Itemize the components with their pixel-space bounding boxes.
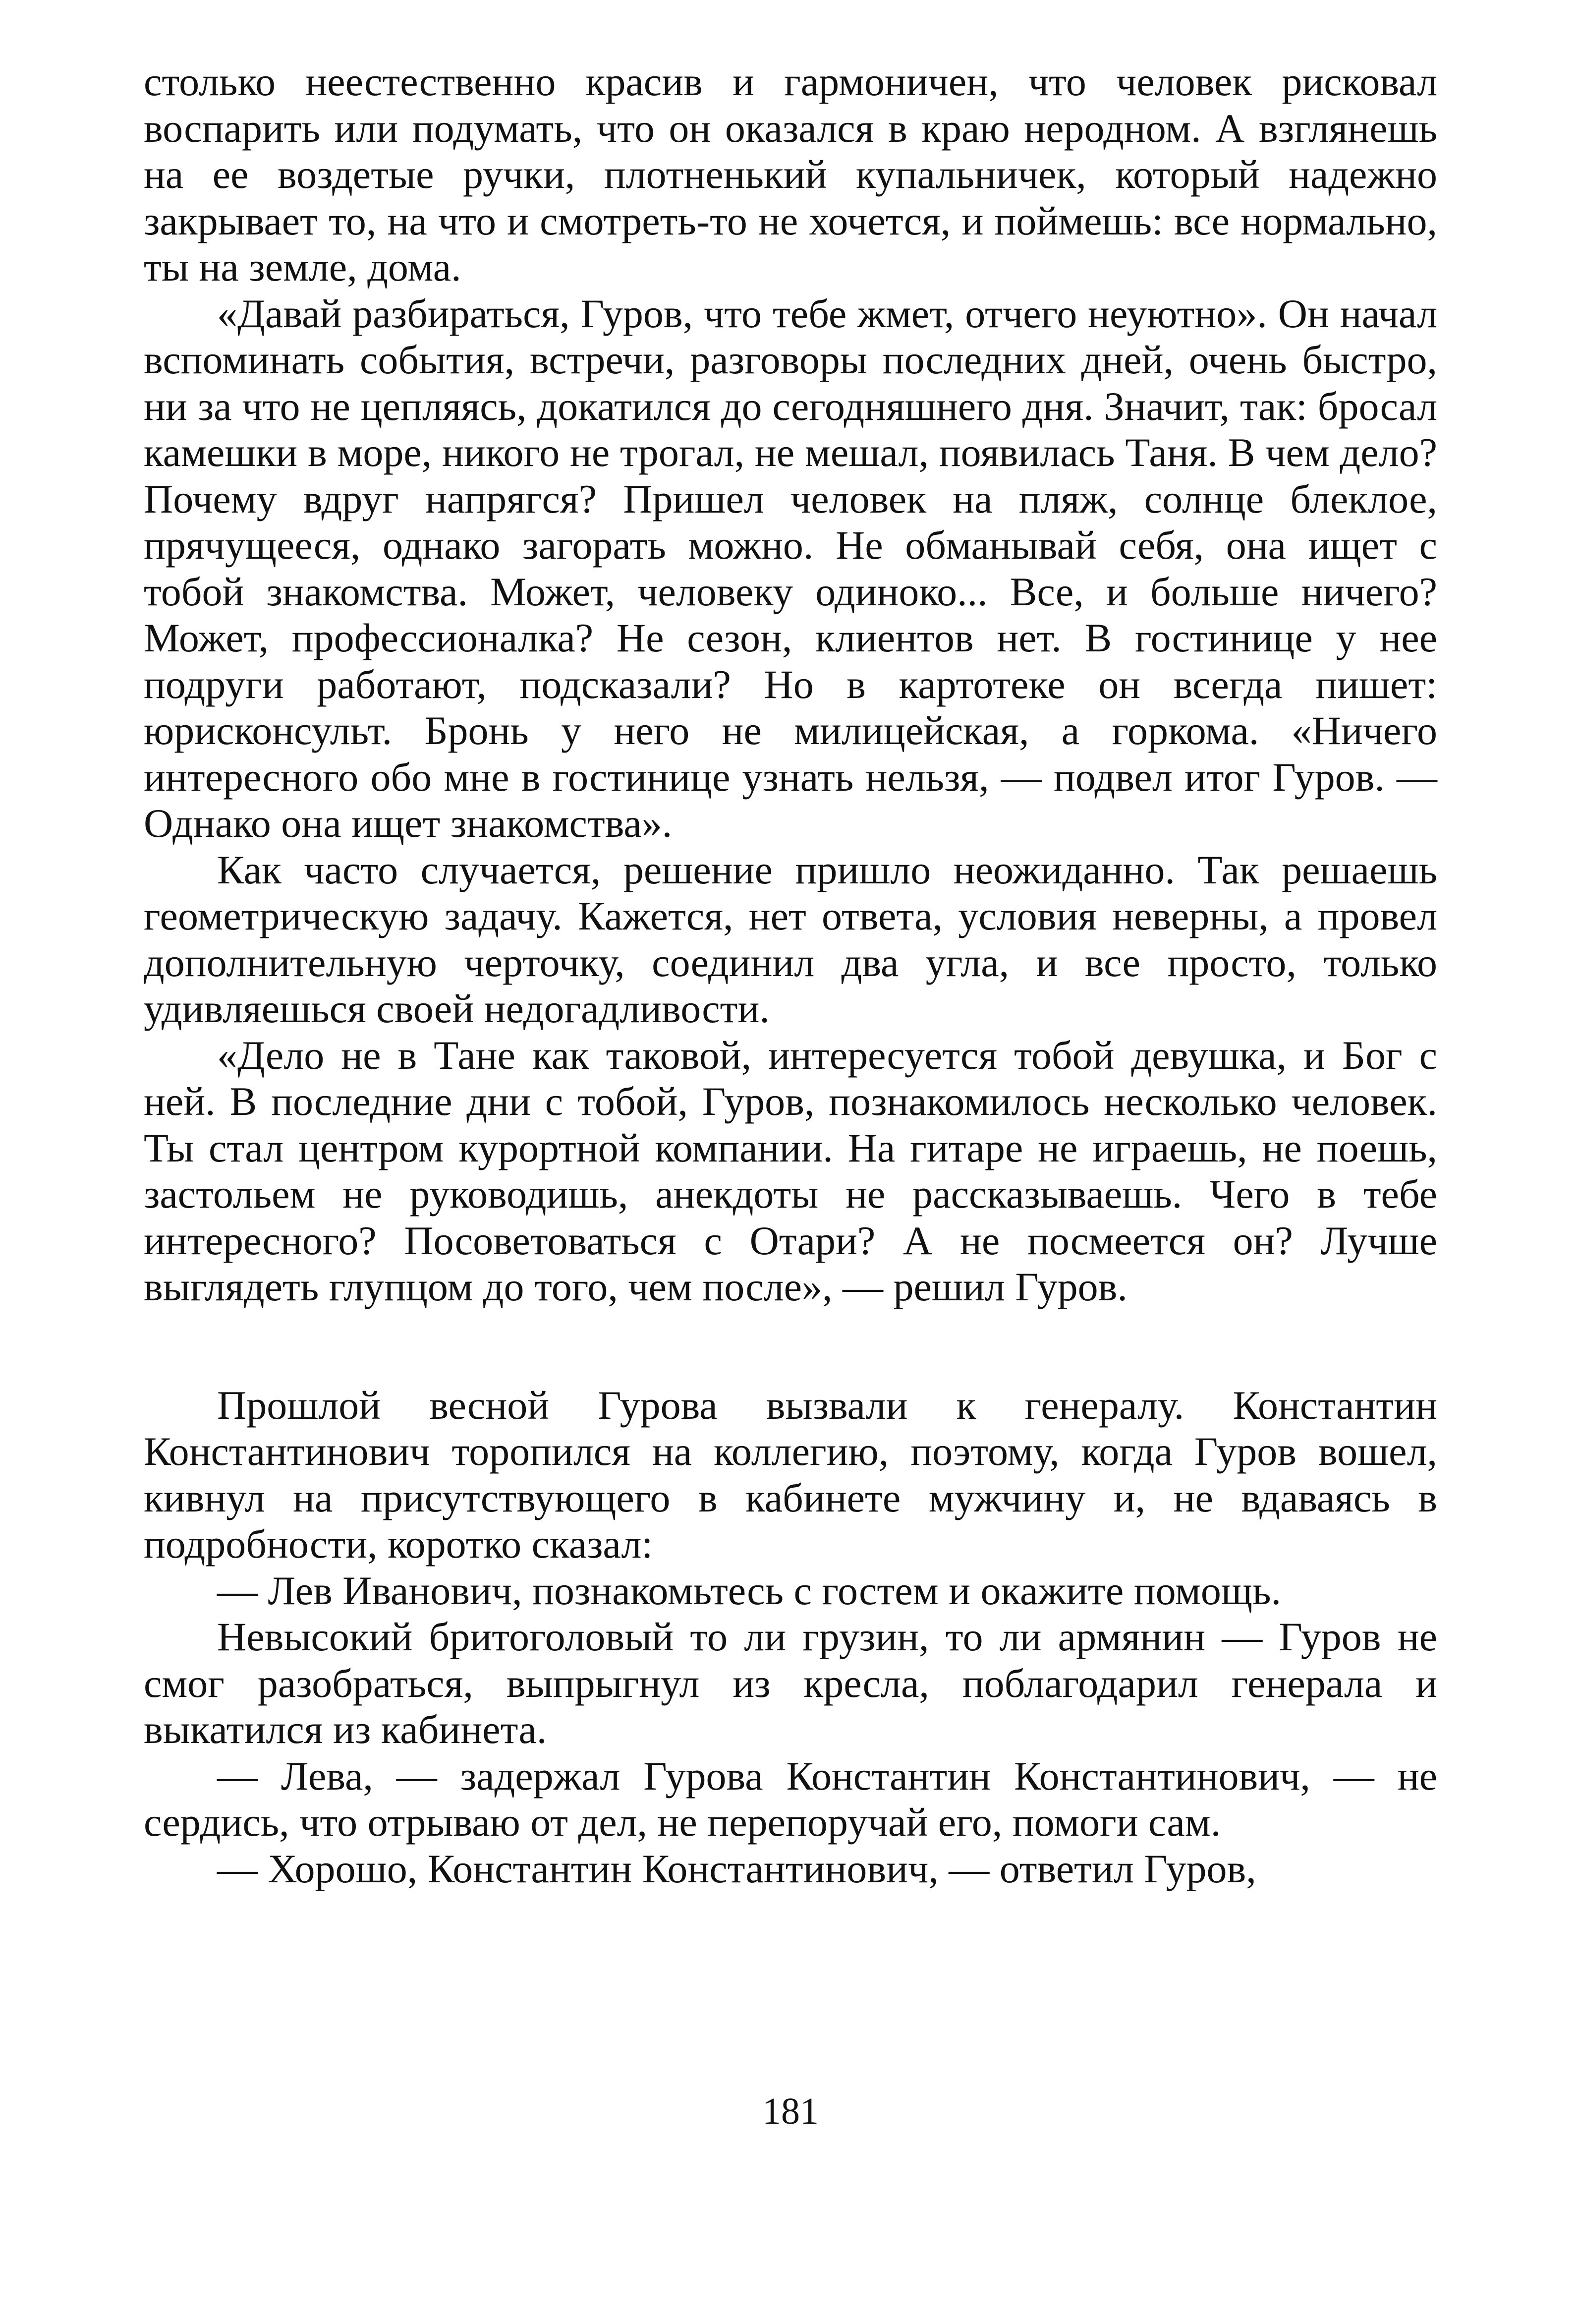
section-break: [144, 1310, 1437, 1382]
paragraph-8: — Лева, — задержал Гурова Константин Константинович, — не сердись, что отрываю от дел, не перепоручай его, помоги сам.: [144, 1753, 1437, 1845]
paragraph-4: «Дело не в Тане как таковой, интересуется тобой девушка, и Бог с ней. В последние дни с тобой, Гуров, познакомилось несколько человек. Ты стал центром курортной компании. На гитаре не играешь, не поешь, застольем не руководишь, анекдоты не рассказываешь. Чего в тебе интересного? Посоветоваться с Отари? А не посмеется он? Лучше выглядеть глупцом до того, чем после», — решил Гуров.: [144, 1032, 1437, 1309]
paragraph-3: Как часто случается, решение пришло неожиданно. Так решаешь геометрическую задачу. Кажется, нет ответа, условия неверны, а провел дополнительную черточку, соединил два угла, и все просто, только удивляешься своей недогадливости.: [144, 847, 1437, 1031]
paragraph-5: Прошлой весной Гурова вызвали к генералу. Константин Константинович торопился на коллегию, поэтому, когда Гуров вошел, кивнул на присутствующего в кабинете мужчину и, не вдаваясь в подробности, коротко сказал:: [144, 1382, 1437, 1567]
paragraph-9: — Хорошо, Константин Константинович, — ответил Гуров,: [217, 1846, 1256, 1891]
page-number: 181: [762, 2091, 819, 2132]
paragraph-2: «Давай разбираться, Гуров, что тебе жмет, отчего неуютно». Он начал вспоминать события, встречи, разговоры последних дней, очень быстро, ни за что не цепляясь, докатился до сегодняшнего дня. Значит, так: бросал камешки в море, никого не трогал, не мешал, появилась Таня. В чем дело? Почему вдруг напрягся? Пришел человек на пляж, солнце блеклое, прячущееся, однако загорать можно. Не обманывай себя, она ищет с тобой знакомства. Может, человеку одиноко... Все, и больше ничего? Может, профессионалка? Не сезон, клиентов нет. В гостинице у нее подруги работают, подсказали? Но в картотеке он всегда пишет: юрисконсульт. Бронь у него не милицейская, а горкома. «Ничего интересного обо мне в гостинице узнать нельзя, — подвел итог Гуров. — Однако она ищет знакомства».: [144, 290, 1437, 846]
paragraph-1: столько неестественно красив и гармоничен, что человек рисковал воспарить или подумать, что он оказался в краю неродном. А взглянешь на ее воздетые ручки, плотненький купальничек, который надежно закрывает то, на что и смотреть-то не хочется, и поймешь: все нормально, ты на земле, дома.: [144, 59, 1437, 290]
book-page: [144, 58, 1437, 2255]
paragraph-6: — Лев Иванович, познакомьтесь с гостем и окажите помощь.: [217, 1568, 1281, 1613]
paragraph-7: Невысокий бритоголовый то ли грузин, то ли армянин — Гуров не смог разобраться, выпрыгнул из кресла, поблагодарил генерала и выкатился из кабинета.: [144, 1614, 1437, 1752]
